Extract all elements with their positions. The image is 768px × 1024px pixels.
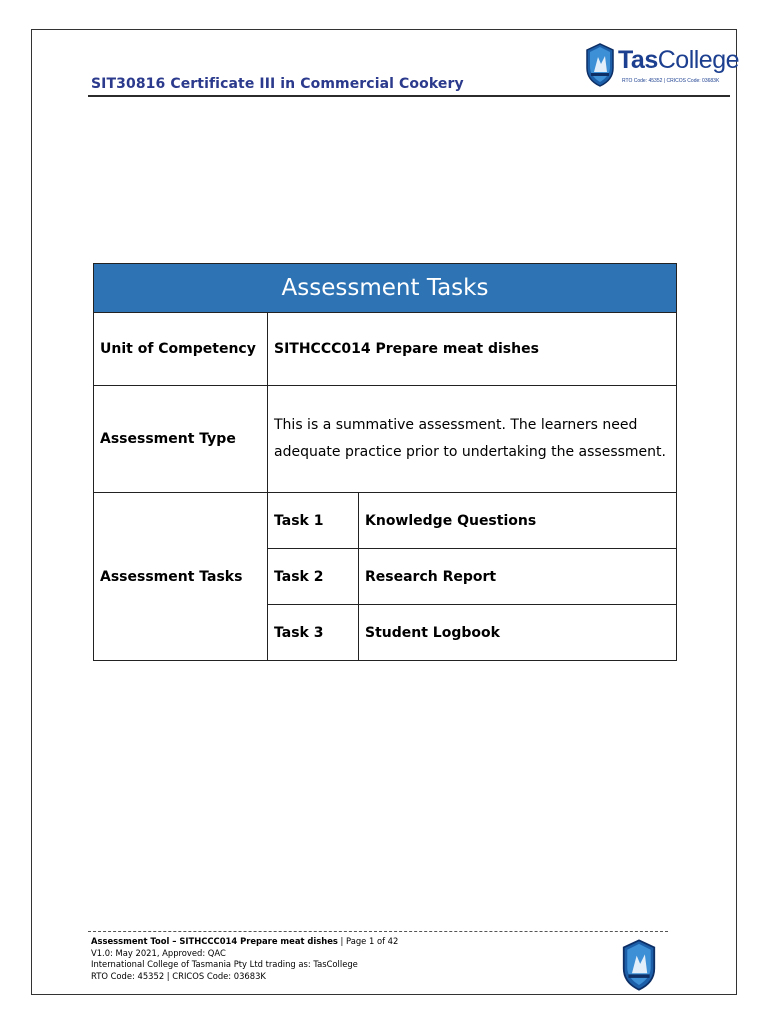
task-name: Knowledge Questions (359, 493, 677, 549)
header-divider (88, 95, 730, 97)
logo-codes: RTO Code: 45352 | CRICOS Code: 03683K (622, 78, 720, 84)
assessment-type-value: This is a summative assessment. The learners need adequate practice prior to undertaking the assessment. (268, 386, 677, 493)
course-title: SIT30816 Certificate III in Commercial Cookery (91, 76, 464, 92)
shield-crest-icon (585, 42, 615, 88)
tascollege-logo (585, 42, 740, 90)
task-name: Student Logbook (359, 605, 677, 661)
task-number: Task 1 (268, 493, 359, 549)
row-label: Assessment Type (94, 386, 268, 493)
table-row (94, 493, 677, 549)
table-title: Assessment Tasks (94, 264, 677, 313)
footer-crest-icon (617, 938, 661, 992)
task-name: Research Report (359, 549, 677, 605)
row-label: Assessment Tasks (94, 493, 268, 661)
assessment-tasks-table (93, 263, 677, 661)
unit-of-competency-value: SITHCCC014 Prepare meat dishes (268, 313, 677, 386)
footer-divider (88, 931, 668, 932)
task-number: Task 3 (268, 605, 359, 661)
table-row (94, 313, 677, 386)
logo-wordmark: TasCollege (618, 46, 740, 74)
task-number: Task 2 (268, 549, 359, 605)
row-label: Unit of Competency (94, 313, 268, 386)
footer-text: Assessment Tool – SITHCCC014 Prepare meat dishes | Page 1 of 42 V1.0: May 2021, Approved: QAC International College of Tasmania Pty Ltd trading as: TasCollege RTO Code: 45352 | CRICOS Code: 03683K (91, 936, 399, 981)
table-row (94, 386, 677, 493)
